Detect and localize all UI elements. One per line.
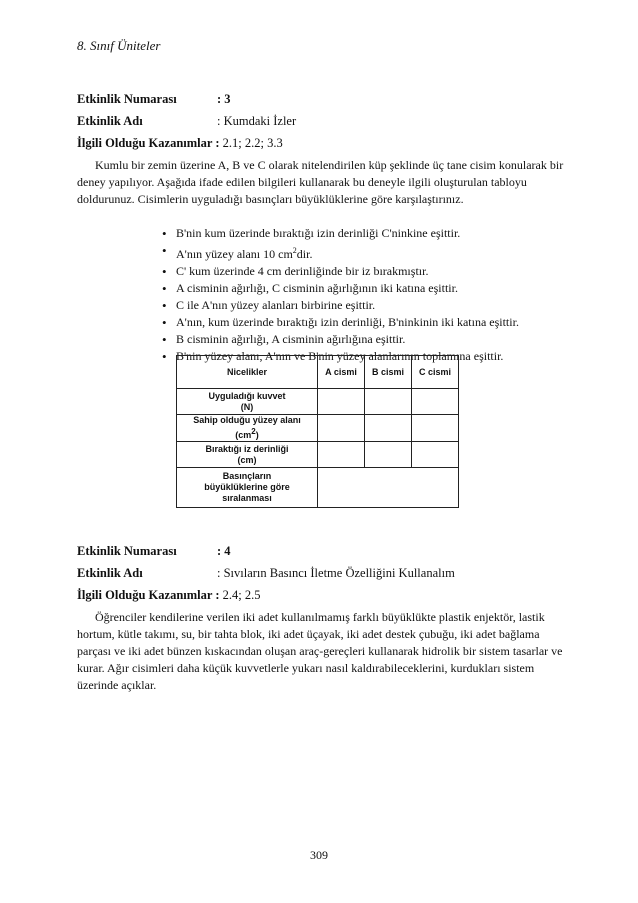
table-cell (318, 442, 365, 468)
activity-name-row (77, 562, 565, 584)
kazanim-label: İlgili Olduğu Kazanımlar : (77, 136, 220, 150)
table-cell (365, 442, 412, 468)
bullet-item: • A'nın yüzey alanı 10 $cm^2dir$. (162, 242, 519, 263)
row-depth-label: Bıraktığı iz derinliği (cm) (177, 442, 318, 468)
bullet-item: • C' kum üzerinde 4 cm derinliğinde bir iz bırakmıştır. (162, 263, 519, 280)
table-cell (365, 415, 412, 442)
page-number: 309 (310, 848, 328, 862)
table-row (177, 415, 459, 442)
table-cell (318, 415, 365, 442)
bullet-item: • A cisminin ağırlığı, C cisminin ağırlığının iki katına eşittir. (162, 280, 519, 297)
activity-name-value: : Kumdaki İzler (217, 114, 297, 128)
kazanim-row (77, 132, 565, 154)
running-header: 8. Sınıf Üniteler (77, 38, 161, 53)
row-area-label: Sahip olduğu yüzey alanı $(cm^2)$ (177, 415, 318, 442)
quantities-table (176, 355, 459, 508)
header-b: B cismi (365, 356, 412, 389)
table-cell (412, 389, 459, 415)
table-cell (365, 389, 412, 415)
activity-3-meta (77, 88, 565, 154)
bullet-item: • B'nin yüzey alanı, A'nın ve B'nin yüzey alanlarının toplamına eşittir. (162, 348, 519, 365)
table-row (177, 442, 459, 468)
table-cell (412, 442, 459, 468)
row-force-label: Uyguladığı kuvvet (N) (177, 389, 318, 415)
activity-3-description (77, 157, 565, 208)
activity-name-row (77, 110, 565, 132)
activity-name-value: : Sıvıların Basıncı İletme Özelliğini Kullanalım (217, 566, 455, 580)
table-row (177, 389, 459, 415)
activity-4-description (77, 609, 565, 694)
kazanim-label: İlgili Olduğu Kazanımlar : (77, 588, 220, 602)
activity-4-paragraph: Öğrenciler kendilerine verilen iki adet kullanılmamış farklı büyüklükte plastik enjektör, lastik hortum, kütle takımı, su, bir tahta blok, iki adet üçayak, iki adet destek çubuğu, iki adet bağlama parçası ve iki adet bünzen kıskacından oluşan araç-gereçleri kullanarak hidrolik bir sistem tasarlar ve kurar. Ağır cisimleri daha küçük kuvvetlerle yukarı nasıl kaldırabileceklerini, kurdukları sistem üzerinde açıklar. (77, 610, 563, 692)
table-cell (318, 389, 365, 415)
header-quantities: Nicelikler (177, 356, 318, 389)
activity-number-label: Etkinlik Numarası (77, 544, 177, 558)
table-header-row (177, 356, 459, 389)
row-pressure-order-label: Basınçların büyüklüklerine göre sıralanması (177, 468, 318, 508)
header-c: C cismi (412, 356, 459, 389)
pressure-order-cell (318, 468, 459, 508)
bullet-item: • B'nin kum üzerinde bıraktığı izin derinliği C'ninkine eşittir. (162, 225, 519, 242)
activity-number-value: : 4 (217, 544, 231, 558)
activity-3-paragraph: Kumlu bir zemin üzerine A, B ve C olarak nitelendirilen küp şeklinde üç tane cisim konularak bir deney yapılıyor. Aşağıda ifade edilen bilgileri kullanarak bu deneyle ilgili oluşturulan tabloyu doldurunuz. Cisimlerin uyguladığı basınçları büyüklüklerine göre karşılaştırınız. (77, 158, 564, 206)
kazanim-row (77, 584, 565, 606)
kazanim-value: 2.1; 2.2; 3.3 (219, 136, 283, 150)
activity-number-value: : 3 (217, 92, 231, 106)
header-a: A cismi (318, 356, 365, 389)
bullet-item: • B cisminin ağırlığı, A cisminin ağırlığına eşittir. (162, 331, 519, 348)
activity-4-meta (77, 540, 565, 606)
activity-name-label: Etkinlik Adı (77, 566, 143, 580)
activity-number-label: Etkinlik Numarası (77, 92, 177, 106)
kazanim-value: 2.4; 2.5 (219, 588, 261, 602)
activity-number-row (77, 88, 565, 110)
activity-number-row (77, 540, 565, 562)
bullet-item: • A'nın, kum üzerinde bıraktığı izin derinliği, B'ninkinin iki katına eşittir. (162, 314, 519, 331)
activity-name-label: Etkinlik Adı (77, 114, 143, 128)
table-row (177, 468, 459, 508)
bullet-item: • C ile A'nın yüzey alanları birbirine eşittir. (162, 297, 519, 314)
table-cell (412, 415, 459, 442)
